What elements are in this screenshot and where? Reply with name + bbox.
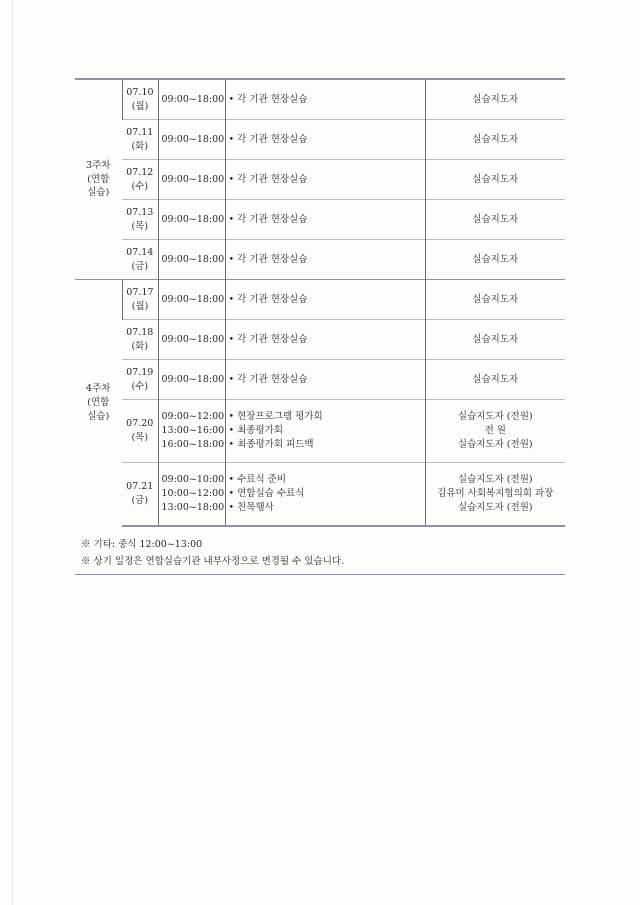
schedule-row	[75, 120, 565, 160]
activity-text: • 각 기관 현장실습	[228, 93, 308, 105]
time-text: 09:00~18:00	[161, 213, 225, 225]
schedule-document	[75, 78, 565, 575]
time-text: 09:00~18:00	[161, 173, 225, 185]
schedule-row	[75, 463, 565, 527]
date-cell	[122, 463, 158, 527]
activity-text: • 각 기관 현장실습	[228, 133, 308, 145]
time-cell	[158, 120, 225, 160]
activity-text: • 친목행사	[228, 501, 274, 513]
date-text: 07.13	[126, 206, 154, 218]
date-text: 07.20	[126, 418, 154, 430]
activity-text: • 연합실습 수료식	[228, 488, 305, 500]
time-cell	[158, 400, 225, 463]
time-cell	[158, 79, 225, 120]
schedule-row	[75, 320, 565, 360]
time-cell	[158, 320, 225, 360]
date-text: 07.10	[126, 86, 154, 98]
time-cell	[158, 280, 225, 320]
week-label-line: 실습)	[87, 410, 110, 422]
activity-cell	[225, 120, 425, 160]
date-cell	[122, 160, 158, 200]
person-cell	[425, 240, 565, 280]
person-text: 실습지도자 (전원)	[457, 411, 533, 423]
time-text: 09:00~12:00	[161, 411, 225, 423]
activity-text: • 수료식 준비	[228, 474, 287, 486]
person-text: 전 원	[484, 425, 506, 437]
time-text: 16:00~18:00	[161, 438, 225, 450]
person-text: 실습지도자 (전원)	[457, 474, 533, 486]
week-label-line: 실습)	[87, 187, 110, 199]
activity-text: • 현장프로그램 평가회	[228, 411, 323, 423]
time-text: 13:00~16:00	[161, 425, 225, 437]
date-text: 07.12	[126, 166, 154, 178]
person-text: 실습지도자	[472, 373, 519, 385]
note-lunch: ※ 기타: 중식 12:00~13:00	[81, 539, 203, 550]
weekday-text: (월)	[131, 100, 149, 112]
schedule-row	[75, 240, 565, 280]
time-text: 09:00~18:00	[161, 133, 225, 145]
activity-cell	[225, 463, 425, 527]
weekday-text: (수)	[131, 180, 149, 192]
activity-text: • 각 기관 현장실습	[228, 253, 308, 265]
notes-section	[75, 537, 565, 575]
week-label-line: 4주차	[86, 383, 111, 395]
note-change-notice: ※ 상기 일정은 연합실습기관 내부사정으로 변경될 수 있습니다.	[81, 555, 345, 567]
time-text: 10:00~12:00	[161, 488, 225, 500]
time-cell	[158, 360, 225, 400]
date-cell	[122, 120, 158, 160]
activity-text: • 각 기관 현장실습	[228, 373, 308, 385]
weekday-text: (수)	[131, 380, 149, 392]
activity-cell	[225, 160, 425, 200]
person-cell	[425, 463, 565, 527]
activity-cell	[225, 280, 425, 320]
time-cell	[158, 240, 225, 280]
activity-text: • 각 기관 현장실습	[228, 293, 308, 305]
activity-cell	[225, 360, 425, 400]
activity-text: • 최종평가회	[228, 425, 284, 437]
time-cell	[158, 160, 225, 200]
date-cell	[122, 200, 158, 240]
schedule-row	[75, 280, 565, 320]
date-cell	[122, 320, 158, 360]
date-text: 07.11	[126, 126, 154, 138]
page-edge	[12, 0, 13, 905]
schedule-row	[75, 400, 565, 463]
week-label	[75, 280, 122, 527]
person-cell	[425, 200, 565, 240]
date-text: 07.17	[126, 286, 154, 298]
person-cell	[425, 320, 565, 360]
person-cell	[425, 120, 565, 160]
time-cell	[158, 463, 225, 527]
time-text: 13:00~18:00	[161, 501, 225, 513]
person-cell	[425, 79, 565, 120]
schedule-row	[75, 79, 565, 120]
activity-cell	[225, 400, 425, 463]
person-text: 실습지도자	[472, 133, 519, 145]
activity-text: • 최종평가회 피드백	[228, 438, 314, 450]
date-cell	[122, 240, 158, 280]
activity-cell	[225, 79, 425, 120]
schedule-row	[75, 160, 565, 200]
person-text: 실습지도자	[472, 293, 519, 305]
date-text: 07.18	[126, 326, 154, 338]
week-label-line: (연합	[87, 397, 110, 409]
person-text: 실습지도자	[472, 93, 519, 105]
person-cell	[425, 280, 565, 320]
activity-text: • 각 기관 현장실습	[228, 213, 308, 225]
date-text: 07.19	[126, 366, 154, 378]
person-cell	[425, 360, 565, 400]
time-cell	[158, 200, 225, 240]
person-text: 실습지도자 (전원)	[457, 501, 533, 513]
person-text: 김유미 사회복지협의회 과장	[437, 488, 554, 500]
activity-cell	[225, 320, 425, 360]
week-label-line: 3주차	[86, 159, 111, 171]
time-text: 09:00~18:00	[161, 373, 225, 385]
time-text: 09:00~10:00	[161, 474, 225, 486]
week-label-line: (연합	[87, 173, 110, 185]
time-text: 09:00~18:00	[161, 333, 225, 345]
activity-cell	[225, 240, 425, 280]
schedule-row	[75, 360, 565, 400]
date-cell	[122, 400, 158, 463]
schedule-row	[75, 200, 565, 240]
time-text: 09:00~18:00	[161, 293, 225, 305]
date-text: 07.14	[126, 246, 154, 258]
weekday-text: (금)	[131, 260, 149, 272]
schedule-body	[75, 79, 565, 526]
activity-text: • 각 기관 현장실습	[228, 333, 308, 345]
weekday-text: (목)	[131, 432, 149, 443]
date-text: 07.21	[126, 481, 154, 493]
date-cell	[122, 280, 158, 320]
person-text: 실습지도자	[472, 253, 519, 265]
person-text: 실습지도자 (전원)	[457, 438, 533, 450]
activity-text: • 각 기관 현장실습	[228, 173, 308, 185]
weekday-text: (월)	[131, 300, 149, 312]
schedule-table	[75, 78, 565, 527]
time-text: 09:00~18:00	[161, 93, 225, 105]
person-text: 실습지도자	[472, 213, 519, 225]
person-cell	[425, 400, 565, 463]
weekday-text: (금)	[131, 495, 149, 506]
date-cell	[122, 79, 158, 120]
week-label	[75, 79, 122, 280]
person-text: 실습지도자	[472, 333, 519, 345]
time-text: 09:00~18:00	[161, 253, 225, 265]
activity-cell	[225, 200, 425, 240]
weekday-text: (목)	[131, 220, 149, 232]
weekday-text: (화)	[131, 340, 149, 352]
person-cell	[425, 160, 565, 200]
weekday-text: (화)	[131, 140, 149, 152]
date-cell	[122, 360, 158, 400]
person-text: 실습지도자	[472, 173, 519, 185]
